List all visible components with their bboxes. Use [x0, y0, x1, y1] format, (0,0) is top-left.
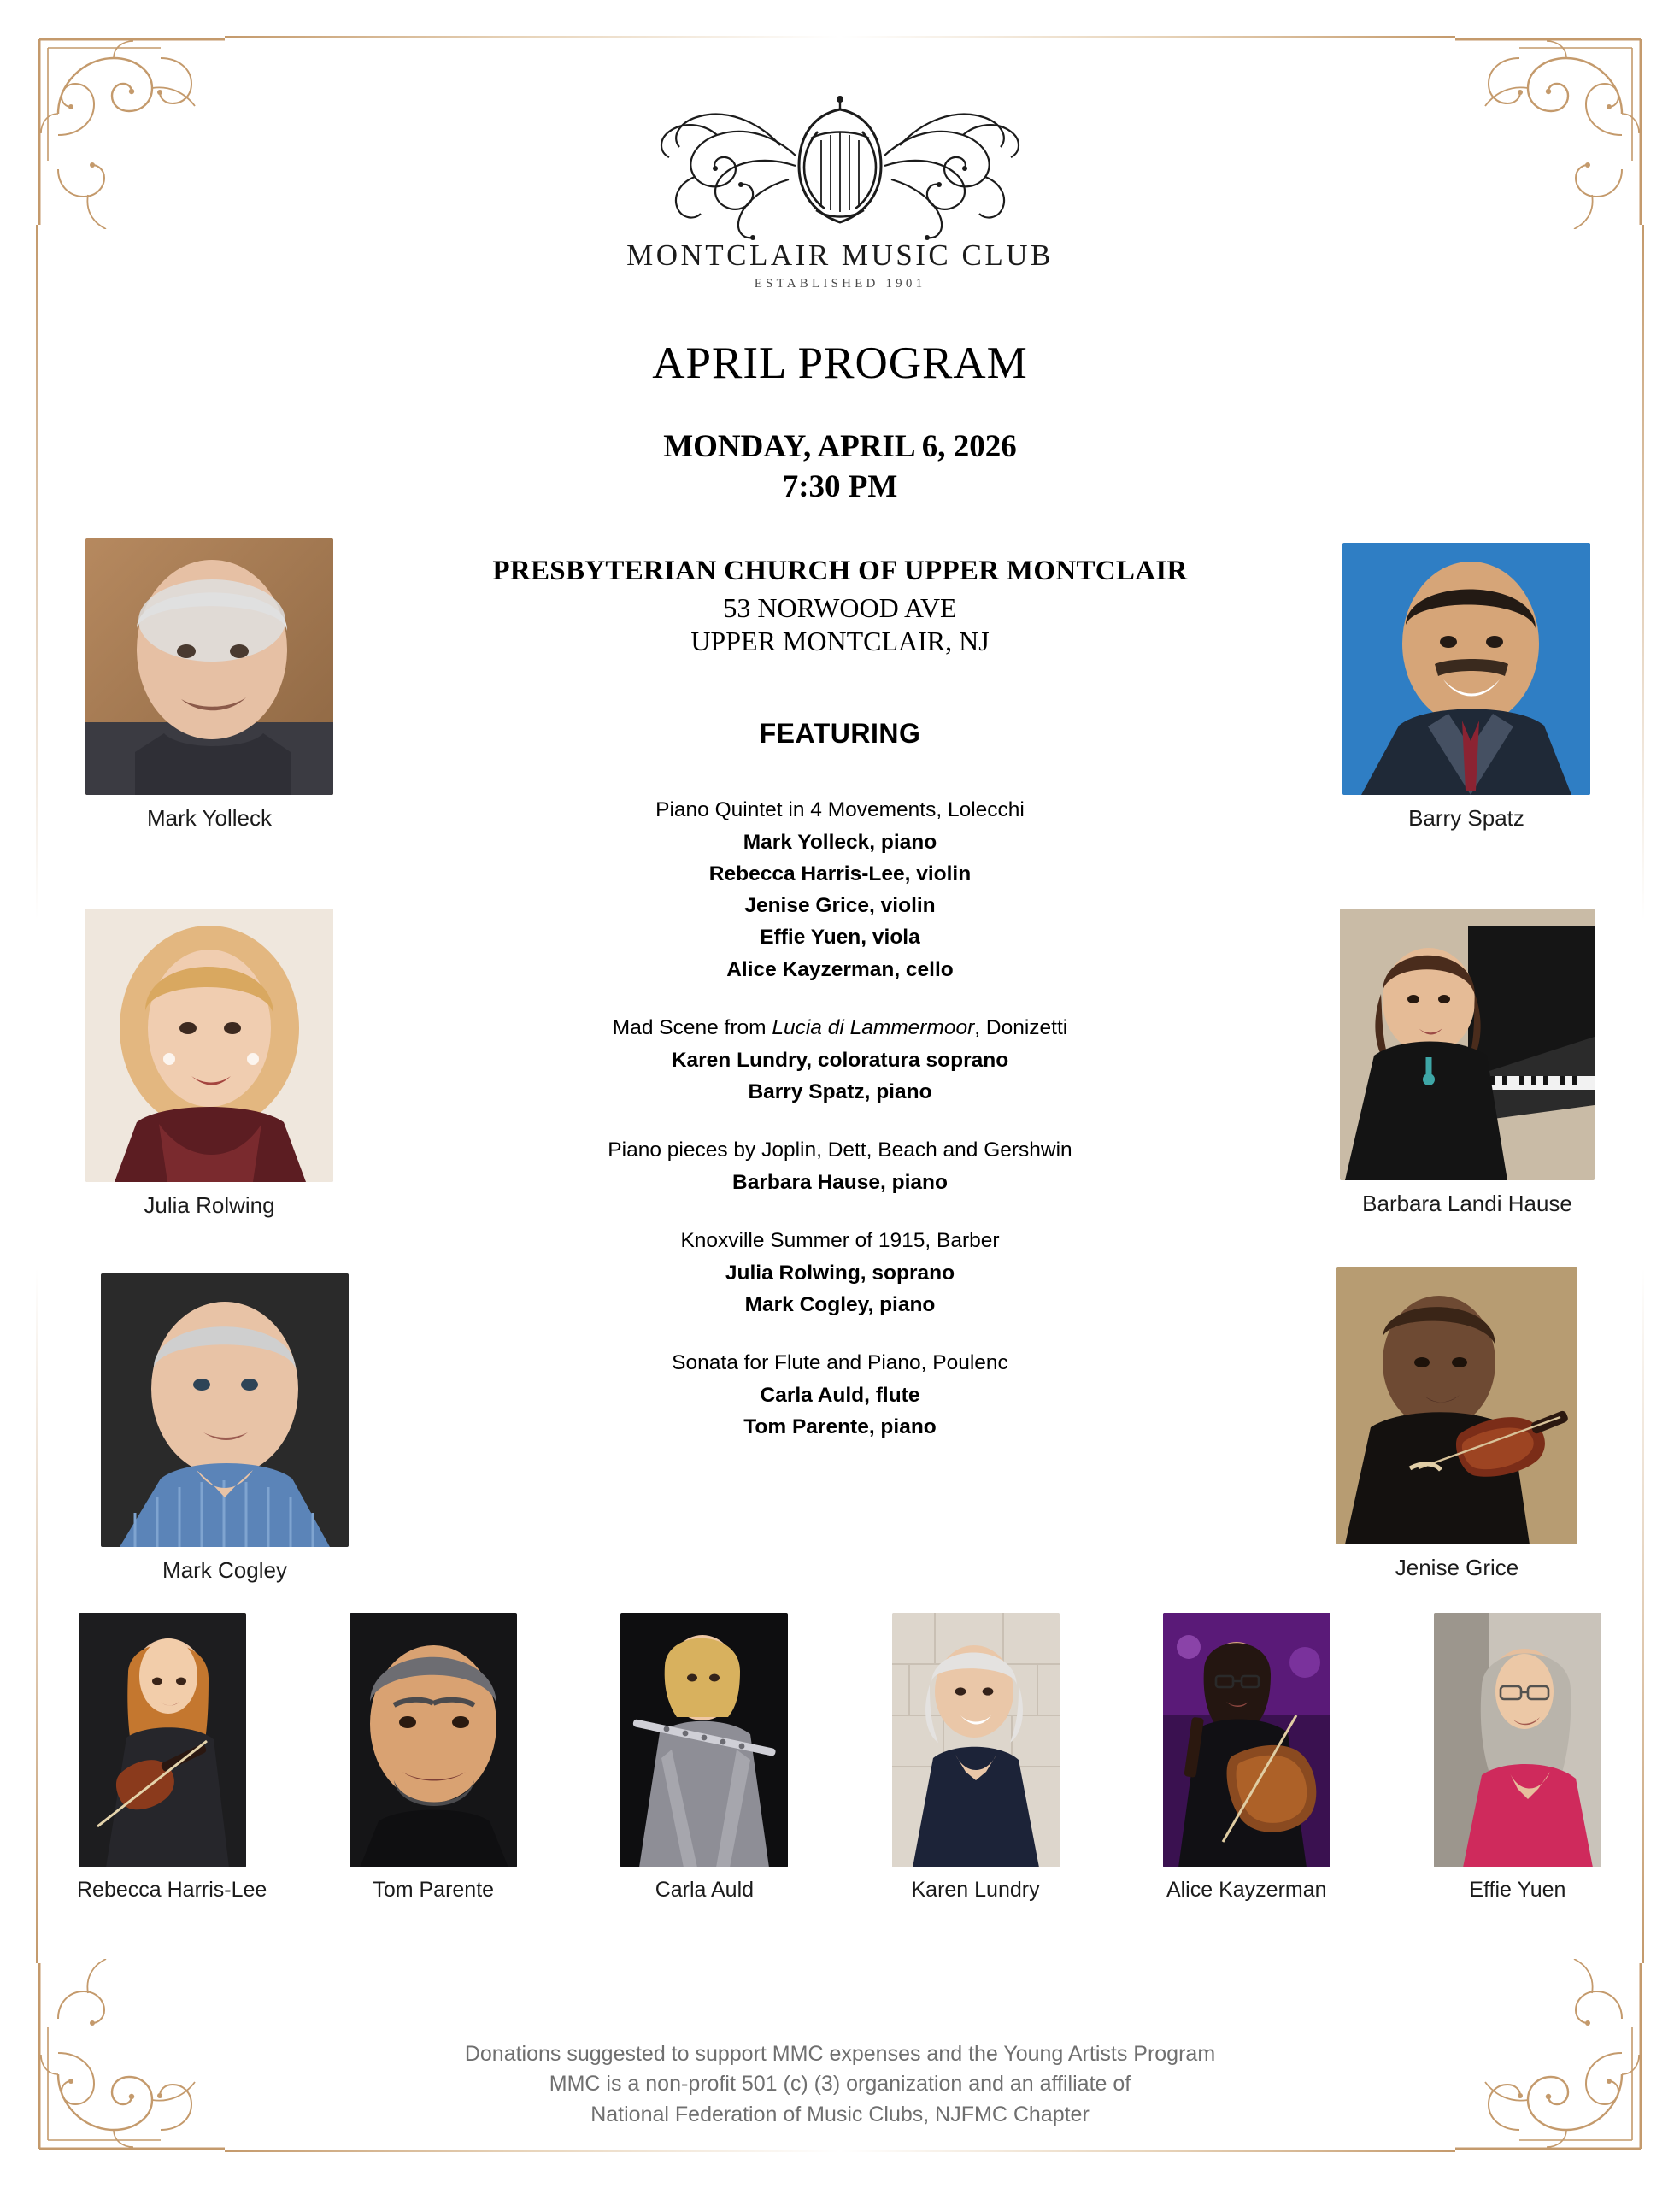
program-item-title — [507, 1013, 1173, 1044]
portrait-name: Alice Kayzerman — [1166, 1878, 1327, 1902]
footer-note — [0, 2039, 1680, 2131]
portrait-card — [101, 1273, 349, 1584]
program-item-title — [507, 1135, 1173, 1167]
program-title-text: Sonata for Flute and Piano, Poulenc — [672, 1351, 1008, 1375]
portrait-card — [1336, 1267, 1577, 1581]
portrait-photo-mark-yolleck — [85, 538, 333, 795]
program-item — [507, 1226, 1173, 1320]
program-performer: Carla Auld, flute — [760, 1384, 920, 1408]
venue-name: PRESBYTERIAN CHURCH OF UPPER MONTCLAIR — [492, 556, 1188, 586]
program-performer: Barry Spatz, piano — [748, 1079, 932, 1103]
corner-flourish-top-left-icon — [32, 32, 229, 229]
lyre-emblem-icon — [575, 94, 1105, 244]
page-title: APRIL PROGRAM — [652, 338, 1028, 388]
bottom-portrait-row — [77, 1613, 1603, 1903]
program-performer: Rebecca Harris-Lee, violin — [708, 862, 972, 885]
program-performer: Alice Kayzerman, cello — [726, 957, 954, 981]
portrait-card — [619, 1613, 790, 1903]
program-title-text: Piano Quintet in 4 Movements, Lolecchi — [655, 798, 1025, 821]
portrait-photo-rebecca-harris-lee — [79, 1613, 246, 1867]
portrait-name: Carla Auld — [655, 1878, 755, 1902]
venue-street: 53 NORWOOD AVE — [723, 592, 957, 623]
program-item — [507, 795, 1173, 985]
program-performer: Barbara Hause, piano — [732, 1170, 948, 1194]
program-performer: Karen Lundry, coloratura soprano — [671, 1048, 1009, 1072]
program-performer: Mark Yolleck, piano — [743, 830, 937, 854]
featuring-heading: FEATURING — [759, 718, 921, 749]
portrait-card — [1161, 1613, 1332, 1903]
portrait-name: Julia Rolwing — [144, 1192, 275, 1218]
program-title-work: Lucia di Lammermoor — [772, 1015, 975, 1039]
program-performer: Tom Parente, piano — [743, 1415, 937, 1439]
border-line-top — [225, 36, 1455, 38]
portrait-name: Jenise Grice — [1395, 1555, 1519, 1580]
portrait-photo-mark-cogley — [101, 1273, 349, 1547]
portrait-photo-julia-rolwing — [85, 909, 333, 1182]
program-item — [507, 1013, 1173, 1108]
portrait-name: Rebecca Harris-Lee — [77, 1878, 267, 1902]
footer-line-donations: Donations suggested to support MMC expenses and the Young Artists Program — [464, 2041, 1216, 2066]
program-title-composer: , Donizetti — [974, 1015, 1068, 1039]
footer-line-affiliation: National Federation of Music Clubs, NJFMC Chapter — [590, 2102, 1090, 2126]
program-title-text: Knoxville Summer of 1915, Barber — [680, 1229, 1000, 1253]
portrait-card — [1342, 543, 1590, 832]
program-list — [507, 795, 1173, 1444]
footer-line-nonprofit: MMC is a non-profit 501 (c) (3) organization and an affiliate of — [549, 2072, 1131, 2096]
portrait-card — [1340, 909, 1595, 1217]
portrait-name: Effie Yuen — [1469, 1878, 1566, 1902]
program-item-title — [507, 795, 1173, 826]
border-line-bottom — [225, 2150, 1455, 2152]
portrait-photo-karen-lundry — [892, 1613, 1060, 1867]
portrait-photo-tom-parente — [350, 1613, 517, 1867]
portrait-photo-effie-yuen — [1434, 1613, 1601, 1867]
program-performer: Jenise Grice, violin — [744, 894, 936, 918]
program-title-text: Mad Scene from — [612, 1015, 772, 1039]
portrait-photo-alice-kayzerman — [1163, 1613, 1330, 1867]
program-title-text: Piano pieces by Joplin, Dett, Beach and Gershwin — [608, 1138, 1072, 1162]
program-item-title — [507, 1348, 1173, 1379]
portrait-card — [890, 1613, 1061, 1903]
portrait-name: Barry Spatz — [1408, 805, 1524, 831]
venue-city: UPPER MONTCLAIR, NJ — [690, 626, 990, 656]
portrait-photo-jenise-grice — [1336, 1267, 1577, 1544]
portrait-card — [85, 538, 333, 832]
portrait-name: Barbara Landi Hause — [1362, 1191, 1572, 1216]
club-established: ESTABLISHED 1901 — [754, 277, 926, 291]
corner-flourish-top-right-icon — [1451, 32, 1648, 229]
portrait-card — [85, 909, 333, 1219]
portrait-name: Karen Lundry — [911, 1878, 1040, 1902]
portrait-card — [1432, 1613, 1603, 1903]
program-item — [507, 1348, 1173, 1443]
program-performer: Effie Yuen, viola — [760, 926, 920, 950]
club-name: MONTCLAIR MUSIC CLUB — [626, 238, 1054, 272]
portrait-card — [77, 1613, 267, 1903]
program-item-title — [507, 1226, 1173, 1257]
portrait-photo-barbara-landi-hause — [1340, 909, 1595, 1180]
program-performer: Mark Cogley, piano — [744, 1293, 936, 1317]
portrait-name: Mark Cogley — [162, 1557, 287, 1583]
event-datetime — [0, 427, 1680, 508]
event-time: 7:30 PM — [782, 468, 898, 504]
portrait-card — [348, 1613, 519, 1903]
program-performer: Julia Rolwing, soprano — [725, 1261, 955, 1285]
portrait-name: Mark Yolleck — [147, 805, 272, 831]
portrait-photo-barry-spatz — [1342, 543, 1590, 795]
event-date: MONDAY, APRIL 6, 2026 — [663, 429, 1017, 464]
portrait-name: Tom Parente — [373, 1878, 495, 1902]
portrait-photo-carla-auld — [620, 1613, 788, 1867]
club-logo — [575, 94, 1105, 291]
program-item — [507, 1135, 1173, 1198]
